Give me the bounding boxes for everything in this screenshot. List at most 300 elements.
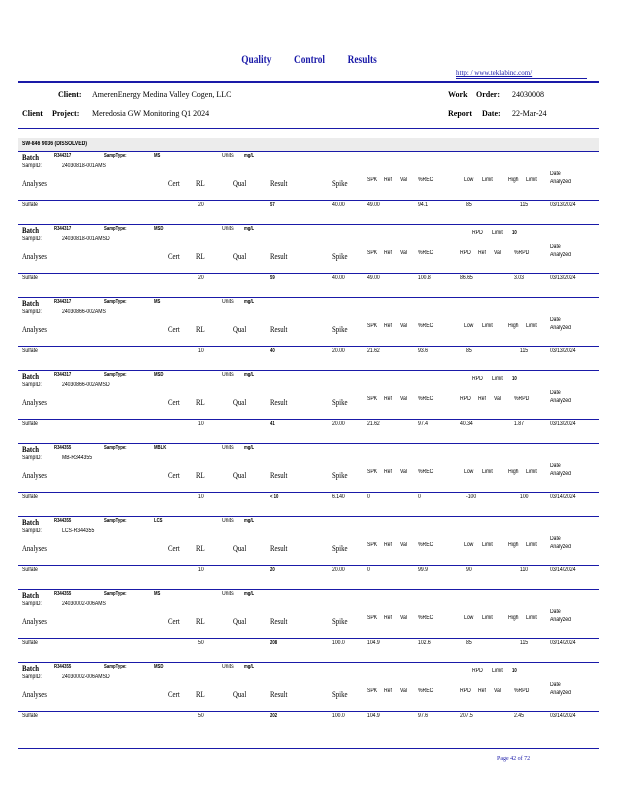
qc-block	[18, 151, 599, 214]
qc-block	[18, 662, 599, 725]
rl-value: 10	[198, 421, 204, 427]
samptype-value: MS	[154, 153, 161, 159]
column-header-rule	[18, 200, 599, 201]
analyzed-header: Analyzed	[550, 471, 571, 477]
rpd-val-header: Val	[494, 396, 501, 402]
rec-header: %REC	[418, 469, 434, 475]
units-value: mg/L	[244, 445, 255, 451]
spk-ref-value: 21.62	[367, 348, 380, 354]
qc-block	[18, 589, 599, 652]
spk-ref-value: 104.9	[367, 640, 380, 646]
low-header: Low	[464, 469, 474, 475]
ref-header: Ref	[384, 688, 392, 694]
date-label: Date:	[482, 109, 501, 118]
units-label: Units	[222, 226, 234, 232]
analyte-name: Sulfate	[22, 202, 38, 208]
rec-value: 100.8	[418, 275, 431, 281]
high-limit-value: 115	[520, 202, 529, 208]
rl-value: 10	[198, 567, 204, 573]
val-header: Val	[400, 250, 407, 256]
rpd-header: RPD	[460, 250, 471, 256]
spike-value: 20.00	[332, 421, 345, 427]
qual-header: Qual	[233, 617, 247, 626]
low-limit-value: 85	[466, 348, 472, 354]
rec-value: 99.9	[418, 567, 428, 573]
sampid-value: 24030866-002AMS	[62, 309, 106, 315]
page-number: Page 42 of 72	[497, 756, 531, 762]
spk-ref-value: 49.00	[367, 202, 380, 208]
date-analyzed-value: 03/14/2024	[550, 713, 576, 719]
work-order-value: 24030008	[512, 90, 544, 99]
rl-header: RL	[196, 325, 205, 334]
date-header: Date	[550, 609, 561, 615]
result-value: 57	[270, 202, 275, 208]
spike-header: Spike	[332, 179, 348, 188]
spike-value: 20.00	[332, 348, 345, 354]
low-limit-value: 85	[466, 202, 472, 208]
low-header: Low	[464, 542, 474, 548]
rpd-ref-header: Ref	[478, 250, 486, 256]
result-header: Result	[270, 617, 288, 626]
header-bottom-rule	[18, 128, 599, 129]
spike-value: 20.00	[332, 567, 345, 573]
result-value: < 10	[270, 494, 279, 500]
spk-header: SPK	[367, 323, 378, 329]
spike-value: 100.0	[332, 640, 345, 646]
cert-header: Cert	[168, 617, 180, 626]
samptype-label: SampType:	[104, 372, 127, 378]
samptype-label: SampType:	[104, 591, 127, 597]
qc-block	[18, 516, 599, 579]
batch-label: Batch	[22, 445, 39, 454]
spike-header: Spike	[332, 325, 348, 334]
samptype-value: MSD	[154, 372, 164, 378]
units-value: mg/L	[244, 591, 255, 597]
rpd-val-header: Val	[494, 688, 501, 694]
pct-rpd-value: 2.45	[514, 713, 524, 719]
cert-header: Cert	[168, 252, 180, 261]
rec-header: %REC	[418, 177, 434, 183]
high-limit-value: 115	[520, 348, 529, 354]
samptype-value: MS	[154, 299, 161, 305]
method-text: SW-846 9036 (DISSOLVED)	[22, 141, 87, 147]
analyzed-header: Analyzed	[550, 252, 571, 258]
rpd-limit-value: 10	[512, 376, 517, 382]
rpd-label: RPD	[472, 376, 483, 382]
title-word-results: Results	[347, 52, 377, 66]
units-label: Units	[222, 591, 234, 597]
rpd-limit-label: Limit	[492, 376, 503, 382]
ref-header: Ref	[384, 542, 392, 548]
batch-label: Batch	[22, 664, 39, 673]
pct-rpd-value: 1.87	[514, 421, 524, 427]
result-header: Result	[270, 252, 288, 261]
units-label: Units	[222, 664, 234, 670]
batch-id: R344317	[54, 299, 72, 305]
high-limit-value: 100	[520, 494, 529, 500]
ref-header: Ref	[384, 323, 392, 329]
rpd-limit-label: Limit	[492, 230, 503, 236]
analyte-name: Sulfate	[22, 567, 38, 573]
val-header: Val	[400, 688, 407, 694]
qual-header: Qual	[233, 471, 247, 480]
analyte-name: Sulfate	[22, 275, 38, 281]
samptype-label: SampType:	[104, 445, 127, 451]
analyses-header: Analyses	[22, 617, 47, 626]
low-limit-header: Limit	[482, 542, 493, 548]
samptype-label: SampType:	[104, 299, 127, 305]
val-header: Val	[400, 469, 407, 475]
rl-value: 50	[198, 713, 204, 719]
rl-value: 10	[198, 348, 204, 354]
low-limit-header: Limit	[482, 177, 493, 183]
result-value: 208	[270, 640, 278, 646]
batch-label: Batch	[22, 226, 39, 235]
cert-header: Cert	[168, 471, 180, 480]
rpd-ref-header: Ref	[478, 396, 486, 402]
analyte-name: Sulfate	[22, 494, 38, 500]
low-header: Low	[464, 323, 474, 329]
rpd-ref-value: 86.65	[460, 275, 473, 281]
rl-header: RL	[196, 252, 205, 261]
sampid-label: SampID:	[22, 236, 42, 242]
sampid-label: SampID:	[22, 455, 42, 461]
rl-header: RL	[196, 398, 205, 407]
spk-header: SPK	[367, 469, 378, 475]
rec-header: %REC	[418, 542, 434, 548]
block-top-rule	[18, 443, 599, 444]
spike-header: Spike	[332, 544, 348, 553]
samptype-label: SampType:	[104, 664, 127, 670]
work-label: Work	[448, 90, 468, 99]
ref-header: Ref	[384, 469, 392, 475]
units-value: mg/L	[244, 153, 255, 159]
batch-id: R344355	[54, 591, 72, 597]
qual-header: Qual	[233, 179, 247, 188]
rec-header: %REC	[418, 688, 434, 694]
analyte-name: Sulfate	[22, 640, 38, 646]
pct-rpd-header: %RPD	[514, 250, 530, 256]
batch-id: R344355	[54, 445, 72, 451]
rec-header: %REC	[418, 250, 434, 256]
date-header: Date	[550, 682, 561, 688]
batch-label: Batch	[22, 518, 39, 527]
rec-value: 97.6	[418, 713, 428, 719]
rl-header: RL	[196, 690, 205, 699]
analyte-name: Sulfate	[22, 348, 38, 354]
samptype-value: MSD	[154, 226, 164, 232]
column-header-rule	[18, 346, 599, 347]
sampid-value: 24030002-006AMSD	[62, 674, 110, 680]
analyses-header: Analyses	[22, 252, 47, 261]
spk-ref-value: 0	[367, 567, 370, 573]
high-limit-value: 115	[520, 640, 529, 646]
rec-value: 0	[418, 494, 421, 500]
method-heading	[18, 138, 599, 151]
date-header: Date	[550, 317, 561, 323]
analyses-header: Analyses	[22, 179, 47, 188]
rpd-label: RPD	[472, 668, 483, 674]
analyses-header: Analyses	[22, 398, 47, 407]
qc-block	[18, 297, 599, 360]
sampid-label: SampID:	[22, 382, 42, 388]
units-label: Units	[222, 372, 234, 378]
analyses-header: Analyses	[22, 325, 47, 334]
spk-header: SPK	[367, 177, 378, 183]
result-header: Result	[270, 325, 288, 334]
spike-header: Spike	[332, 690, 348, 699]
project-value: Meredosia GW Monitoring Q1 2024	[92, 109, 210, 118]
val-header: Val	[400, 177, 407, 183]
low-header: Low	[464, 177, 474, 183]
ref-header: Ref	[384, 177, 392, 183]
units-value: mg/L	[244, 518, 255, 524]
block-top-rule	[18, 589, 599, 590]
high-header: High	[508, 542, 519, 548]
block-top-rule	[18, 516, 599, 517]
spike-header: Spike	[332, 471, 348, 480]
rpd-ref-value: 40.34	[460, 421, 473, 427]
rl-value: 20	[198, 275, 204, 281]
result-value: 41	[270, 421, 275, 427]
rl-value: 10	[198, 494, 204, 500]
rpd-limit-value: 10	[512, 668, 517, 674]
val-header: Val	[400, 396, 407, 402]
client-project-label-2: Project:	[52, 109, 80, 118]
result-value: 40	[270, 348, 275, 354]
qual-header: Qual	[233, 325, 247, 334]
val-header: Val	[400, 323, 407, 329]
samptype-value: LCS	[154, 518, 163, 524]
low-header: Low	[464, 615, 474, 621]
url-underline	[456, 78, 587, 79]
analyses-header: Analyses	[22, 690, 47, 699]
pct-rpd-value: 3.03	[514, 275, 524, 281]
analyses-header: Analyses	[22, 544, 47, 553]
units-label: Units	[222, 153, 234, 159]
high-header: High	[508, 177, 519, 183]
sampid-value: MB-R344355	[62, 455, 93, 461]
spk-ref-value: 0	[367, 494, 370, 500]
sampid-label: SampID:	[22, 601, 42, 607]
rl-header: RL	[196, 471, 205, 480]
batch-label: Batch	[22, 153, 39, 162]
spike-value: 6.140	[332, 494, 345, 500]
high-limit-value: 110	[520, 567, 529, 573]
column-header-rule	[18, 492, 599, 493]
units-value: mg/L	[244, 664, 255, 670]
low-limit-header: Limit	[482, 469, 493, 475]
qc-block	[18, 370, 599, 433]
rl-header: RL	[196, 544, 205, 553]
samptype-value: MS	[154, 591, 161, 597]
sampid-label: SampID:	[22, 309, 42, 315]
date-analyzed-value: 03/14/2024	[550, 640, 576, 646]
high-limit-header: Limit	[526, 542, 537, 548]
batch-label: Batch	[22, 299, 39, 308]
column-header-rule	[18, 711, 599, 712]
rec-header: %REC	[418, 615, 434, 621]
date-header: Date	[550, 536, 561, 542]
sampid-value: 24030818-001AMS	[62, 163, 106, 169]
date-analyzed-value: 03/14/2024	[550, 567, 576, 573]
date-header: Date	[550, 171, 561, 177]
low-limit-value: -100	[466, 494, 477, 500]
lab-website-link[interactable]: http: / www.teklabinc.com/	[456, 69, 533, 77]
sampid-value: 24030818-001AMSD	[62, 236, 110, 242]
batch-id: R344355	[54, 518, 72, 524]
batch-label: Batch	[22, 372, 39, 381]
qc-block	[18, 443, 599, 506]
high-limit-header: Limit	[526, 323, 537, 329]
rl-header: RL	[196, 179, 205, 188]
units-value: mg/L	[244, 299, 255, 305]
spike-header: Spike	[332, 617, 348, 626]
spk-header: SPK	[367, 688, 378, 694]
rpd-header: RPD	[460, 688, 471, 694]
analyzed-header: Analyzed	[550, 398, 571, 404]
units-label: Units	[222, 518, 234, 524]
rpd-limit-value: 10	[512, 230, 517, 236]
sampid-label: SampID:	[22, 674, 42, 680]
batch-id: R344317	[54, 226, 72, 232]
date-analyzed-value: 03/13/2024	[550, 202, 576, 208]
spike-value: 40.00	[332, 275, 345, 281]
client-value: AmerenEnergy Medina Valley Cogen, LLC	[92, 90, 232, 99]
spike-value: 40.00	[332, 202, 345, 208]
batch-id: R344355	[54, 664, 72, 670]
date-analyzed-value: 03/13/2024	[550, 421, 576, 427]
result-header: Result	[270, 179, 288, 188]
title-word-quality: Quality	[241, 52, 272, 66]
high-limit-header: Limit	[526, 615, 537, 621]
sampid-value: 24030866-002AMSD	[62, 382, 110, 388]
date-analyzed-value: 03/13/2024	[550, 348, 576, 354]
rl-value: 50	[198, 640, 204, 646]
result-value: 59	[270, 275, 275, 281]
rec-value: 94.1	[418, 202, 428, 208]
analyses-header: Analyses	[22, 471, 47, 480]
report-title	[68, 52, 550, 67]
spk-ref-value: 21.62	[367, 421, 380, 427]
high-limit-header: Limit	[526, 469, 537, 475]
block-top-rule	[18, 297, 599, 298]
result-header: Result	[270, 471, 288, 480]
result-value: 20	[270, 567, 275, 573]
block-top-rule	[18, 662, 599, 663]
ref-header: Ref	[384, 250, 392, 256]
samptype-label: SampType:	[104, 226, 127, 232]
order-label: Order:	[476, 90, 500, 99]
samptype-value: MBLK	[154, 445, 167, 451]
rl-value: 20	[198, 202, 204, 208]
qual-header: Qual	[233, 252, 247, 261]
units-value: mg/L	[244, 372, 255, 378]
analyzed-header: Analyzed	[550, 544, 571, 550]
pct-rpd-header: %RPD	[514, 396, 530, 402]
spk-ref-value: 104.9	[367, 713, 380, 719]
spk-header: SPK	[367, 250, 378, 256]
column-header-rule	[18, 638, 599, 639]
rl-header: RL	[196, 617, 205, 626]
report-date-value: 22-Mar-24	[512, 109, 547, 118]
ref-header: Ref	[384, 396, 392, 402]
batch-id: R344317	[54, 153, 72, 159]
date-header: Date	[550, 463, 561, 469]
header-top-rule	[18, 81, 599, 83]
samptype-label: SampType:	[104, 153, 127, 159]
val-header: Val	[400, 542, 407, 548]
date-header: Date	[550, 390, 561, 396]
rpd-ref-header: Ref	[478, 688, 486, 694]
qual-header: Qual	[233, 398, 247, 407]
rpd-header: RPD	[460, 396, 471, 402]
analyzed-header: Analyzed	[550, 690, 571, 696]
analyzed-header: Analyzed	[550, 325, 571, 331]
rpd-limit-label: Limit	[492, 668, 503, 674]
rec-header: %REC	[418, 396, 434, 402]
spk-header: SPK	[367, 615, 378, 621]
spk-header: SPK	[367, 396, 378, 402]
analyzed-header: Analyzed	[550, 617, 571, 623]
val-header: Val	[400, 615, 407, 621]
block-top-rule	[18, 370, 599, 371]
cert-header: Cert	[168, 179, 180, 188]
date-analyzed-value: 03/13/2024	[550, 275, 576, 281]
cert-header: Cert	[168, 690, 180, 699]
result-header: Result	[270, 398, 288, 407]
result-header: Result	[270, 690, 288, 699]
samptype-label: SampType:	[104, 518, 127, 524]
title-word-control: Control	[293, 52, 326, 66]
high-header: High	[508, 615, 519, 621]
pct-rpd-header: %RPD	[514, 688, 530, 694]
qc-block	[18, 224, 599, 287]
date-analyzed-value: 03/14/2024	[550, 494, 576, 500]
cert-header: Cert	[168, 544, 180, 553]
low-limit-value: 90	[466, 567, 472, 573]
cert-header: Cert	[168, 398, 180, 407]
spk-header: SPK	[367, 542, 378, 548]
analyte-name: Sulfate	[22, 421, 38, 427]
rec-value: 102.6	[418, 640, 431, 646]
qual-header: Qual	[233, 690, 247, 699]
sampid-value: LCS-R344355	[62, 528, 95, 534]
date-header: Date	[550, 244, 561, 250]
rec-header: %REC	[418, 323, 434, 329]
client-label: Client:	[58, 90, 82, 99]
sampid-value: 24030002-006AMS	[62, 601, 106, 607]
result-header: Result	[270, 544, 288, 553]
sampid-label: SampID:	[22, 528, 42, 534]
client-project-label-1: Client	[22, 109, 43, 118]
high-header: High	[508, 323, 519, 329]
units-label: Units	[222, 299, 234, 305]
rpd-val-header: Val	[494, 250, 501, 256]
units-label: Units	[222, 445, 234, 451]
spike-header: Spike	[332, 252, 348, 261]
low-limit-header: Limit	[482, 615, 493, 621]
low-limit-header: Limit	[482, 323, 493, 329]
spike-header: Spike	[332, 398, 348, 407]
batch-label: Batch	[22, 591, 39, 600]
rec-value: 97.4	[418, 421, 428, 427]
high-header: High	[508, 469, 519, 475]
column-header-rule	[18, 419, 599, 420]
column-header-rule	[18, 565, 599, 566]
rpd-ref-value: 207.5	[460, 713, 473, 719]
cert-header: Cert	[168, 325, 180, 334]
